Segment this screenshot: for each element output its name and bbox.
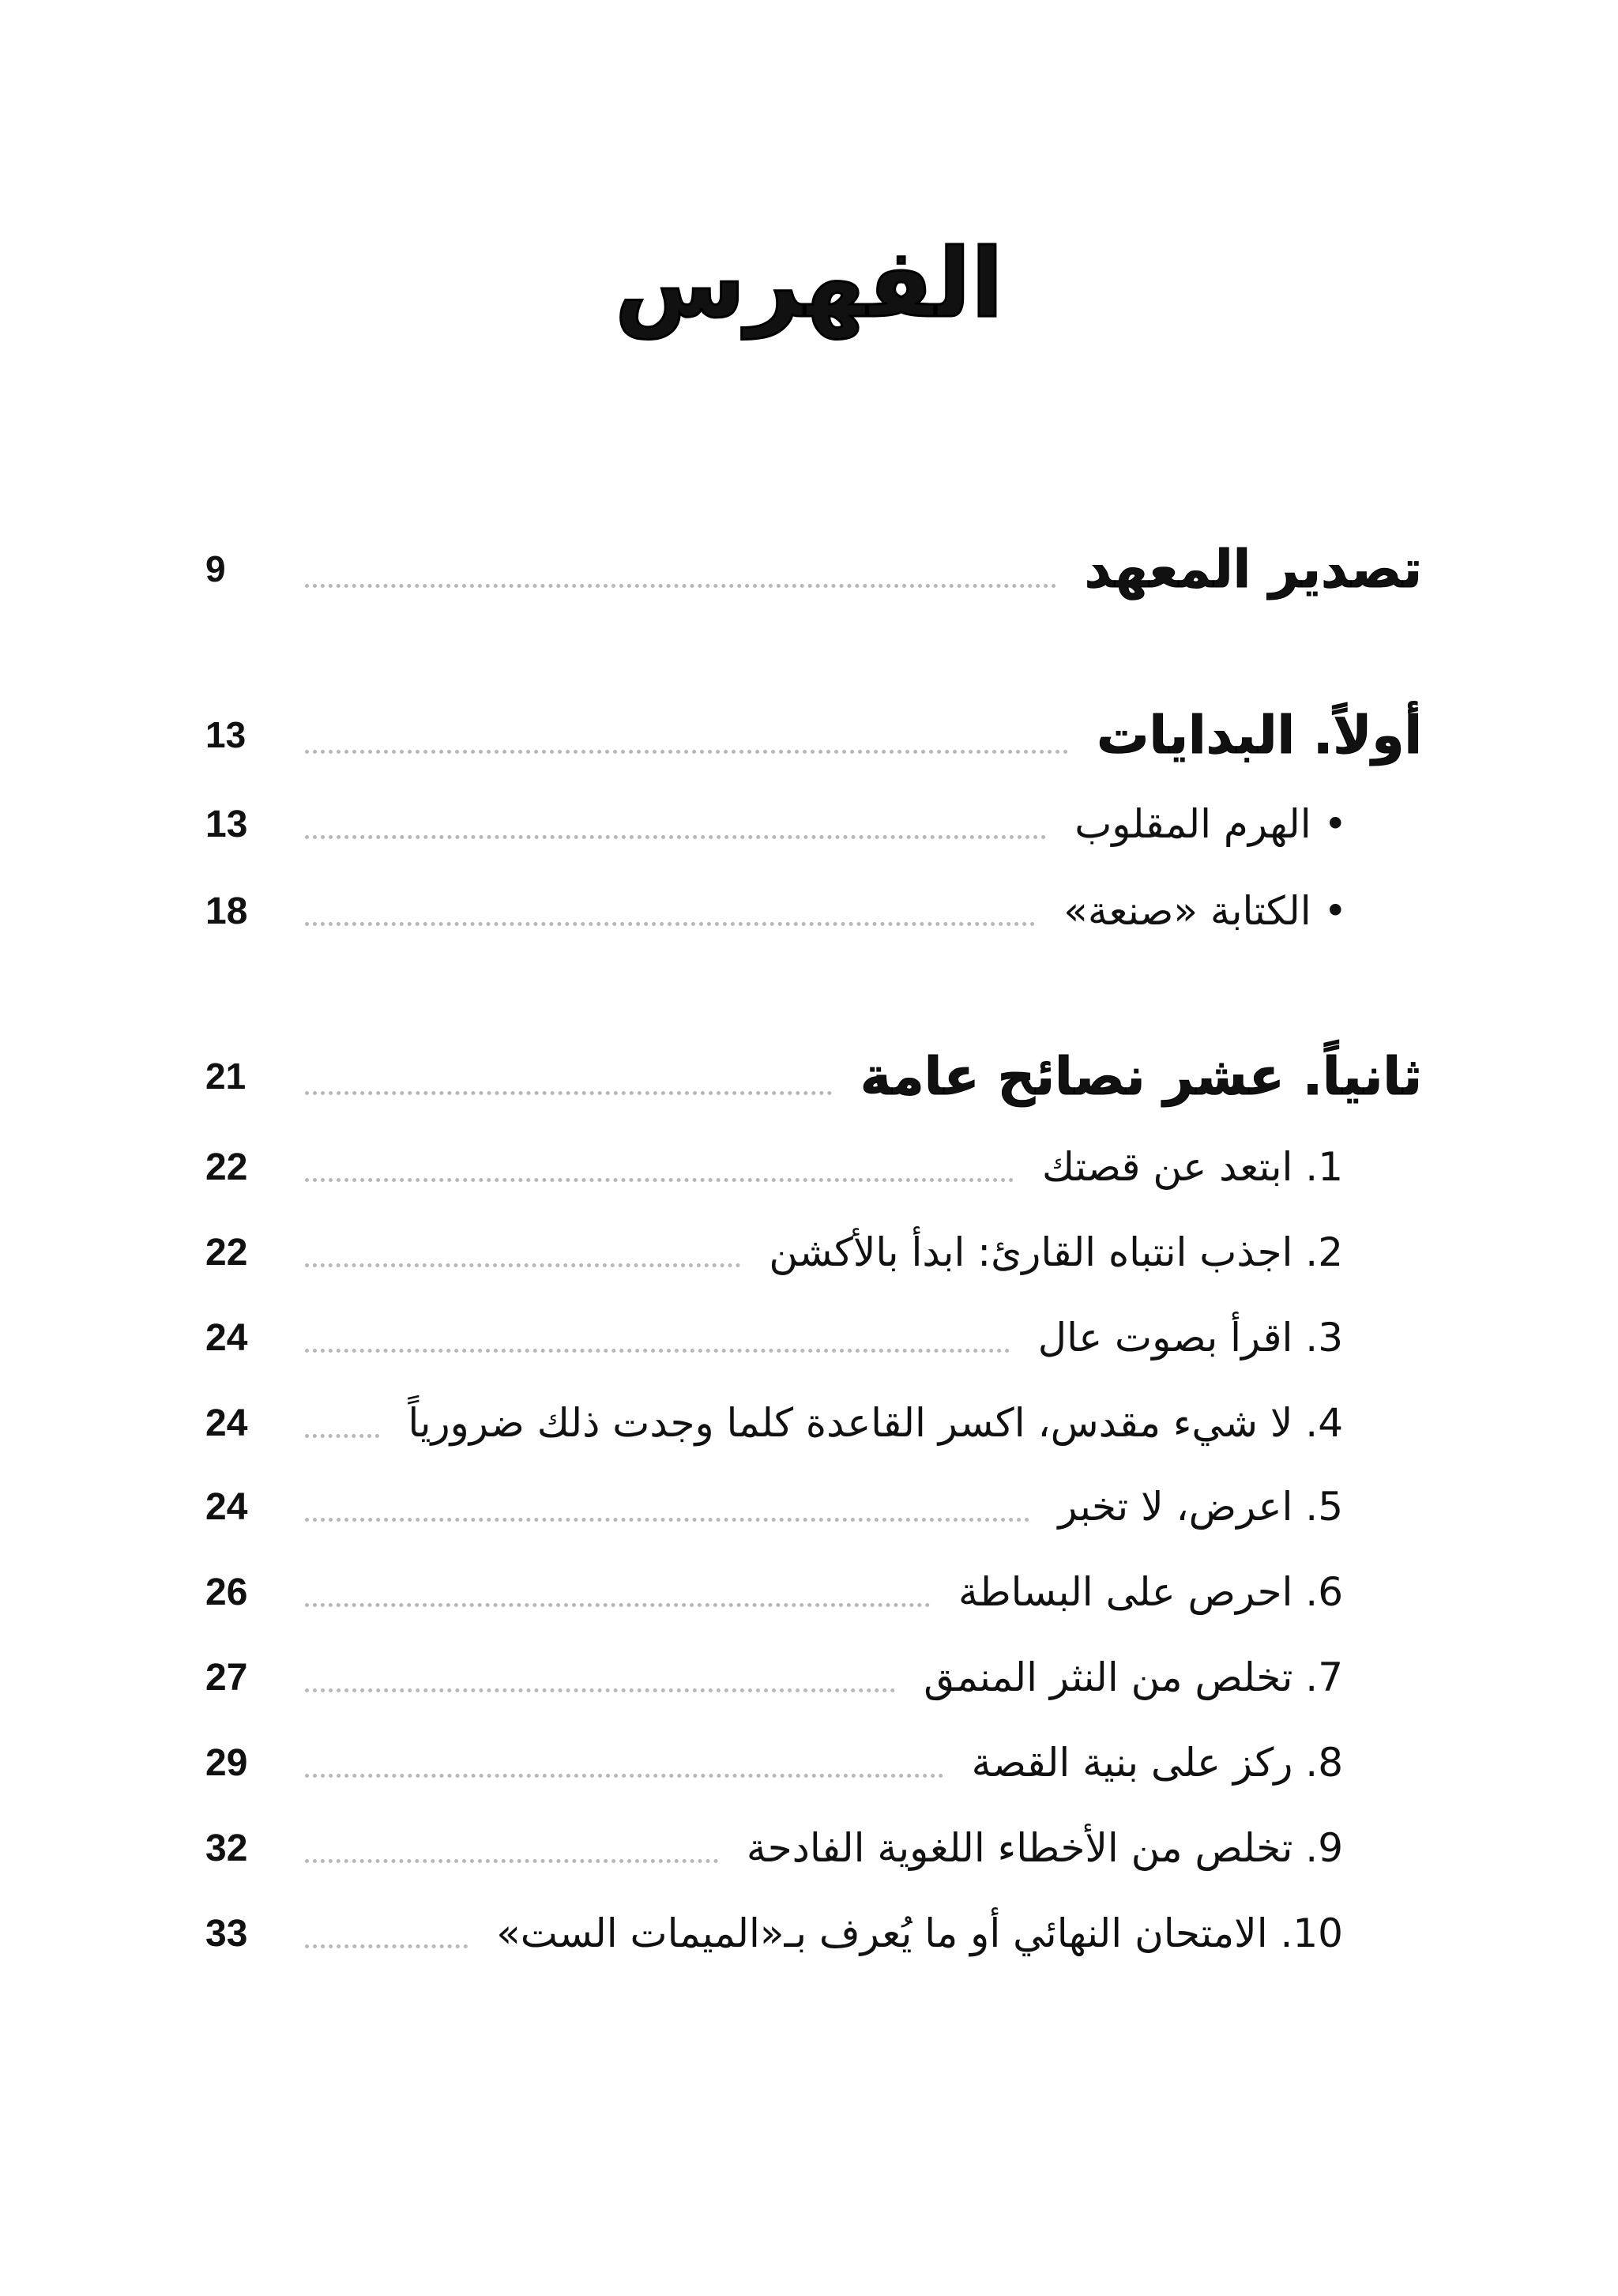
toc-item[interactable]	[205, 1471, 1422, 1542]
toc-page-number: 24	[205, 1316, 248, 1359]
toc-section-ten-tips[interactable]	[205, 1037, 1422, 1116]
toc-item-title: 8. ركز على بنية القصة	[971, 1740, 1343, 1786]
dot-leader	[305, 750, 1068, 754]
toc-page-number: 22	[205, 1231, 248, 1274]
toc-item[interactable]	[205, 1812, 1422, 1884]
toc-page-number: 21	[205, 1056, 246, 1097]
dot-leader	[305, 1091, 832, 1095]
dot-leader	[305, 1349, 1010, 1353]
toc-item[interactable]	[205, 1302, 1422, 1373]
toc-item[interactable]	[205, 1898, 1422, 1969]
toc-page-number: 26	[205, 1571, 248, 1613]
dot-leader	[305, 584, 1056, 588]
toc-item[interactable]	[205, 1387, 1422, 1459]
toc-page-number: 24	[205, 1402, 248, 1444]
toc-item-title: 4. لا شيء مقدس، اكسر القاعدة كلما وجدت ذلك ضرورياً	[408, 1400, 1343, 1446]
dot-leader	[305, 1603, 930, 1607]
dot-leader	[305, 1688, 895, 1692]
dot-leader	[305, 1518, 1029, 1522]
toc-page-number: 27	[205, 1656, 248, 1699]
toc-section-title: ثانياً. عشر نصائح عامة	[860, 1045, 1422, 1107]
toc-section-beginnings[interactable]	[205, 695, 1422, 774]
toc-page-number: 24	[205, 1485, 248, 1528]
page-title: الفهرس	[614, 229, 1003, 339]
toc-item[interactable]	[205, 1727, 1422, 1798]
toc-item-title: 9. تخلص من الأخطاء اللغوية الفادحة	[746, 1825, 1343, 1871]
toc-section-preface[interactable]	[205, 529, 1422, 608]
toc-page-number: 22	[205, 1146, 248, 1188]
toc-item[interactable]	[205, 789, 1422, 860]
toc-page-number: 32	[205, 1827, 248, 1869]
dot-leader	[305, 1178, 1014, 1182]
dot-leader	[305, 1434, 379, 1438]
toc-item-title: 7. تخلص من النثر المنمق	[924, 1654, 1343, 1700]
toc-item[interactable]	[205, 1556, 1422, 1628]
toc-page-number: 13	[205, 803, 248, 845]
toc-page-number: 13	[205, 714, 246, 755]
dot-leader	[305, 1944, 468, 1948]
toc-item-title: 10. الامتحان النهائي أو ما يُعرف بـ«الميمات الست»	[496, 1910, 1343, 1956]
toc-item-title: 3. اقرأ بصوت عال	[1037, 1315, 1343, 1361]
toc-item-title: 1. ابتعد عن قصتك	[1041, 1144, 1343, 1190]
toc-page-number: 29	[205, 1741, 248, 1784]
toc-item-title: 5. اعرض، لا تخبر	[1058, 1484, 1343, 1530]
toc-item[interactable]	[205, 1217, 1422, 1288]
dot-leader	[305, 835, 1046, 839]
dot-leader	[305, 922, 1035, 926]
dot-leader	[305, 1774, 943, 1778]
toc-section-title: تصدير المعهد	[1084, 538, 1422, 600]
toc-item[interactable]	[205, 1131, 1422, 1203]
toc-item[interactable]	[205, 875, 1422, 947]
toc-page-number: 33	[205, 1912, 248, 1955]
toc-item[interactable]	[205, 1642, 1422, 1713]
toc-item-title: 2. اجذب انتباه القارئ: ابدأ بالأكشن	[769, 1229, 1343, 1275]
toc-section-title: أولاً. البدايات	[1097, 704, 1422, 766]
dot-leader	[305, 1859, 718, 1863]
dot-leader	[305, 1263, 740, 1267]
toc-item-title: • الهرم المقلوب	[1074, 801, 1347, 847]
toc-page-number: 9	[205, 548, 226, 589]
toc-item-title: • الكتابة «صنعة»	[1063, 888, 1347, 934]
toc-item-title: 6. احرص على البساطة	[958, 1569, 1343, 1615]
toc-page-number: 18	[205, 890, 248, 932]
